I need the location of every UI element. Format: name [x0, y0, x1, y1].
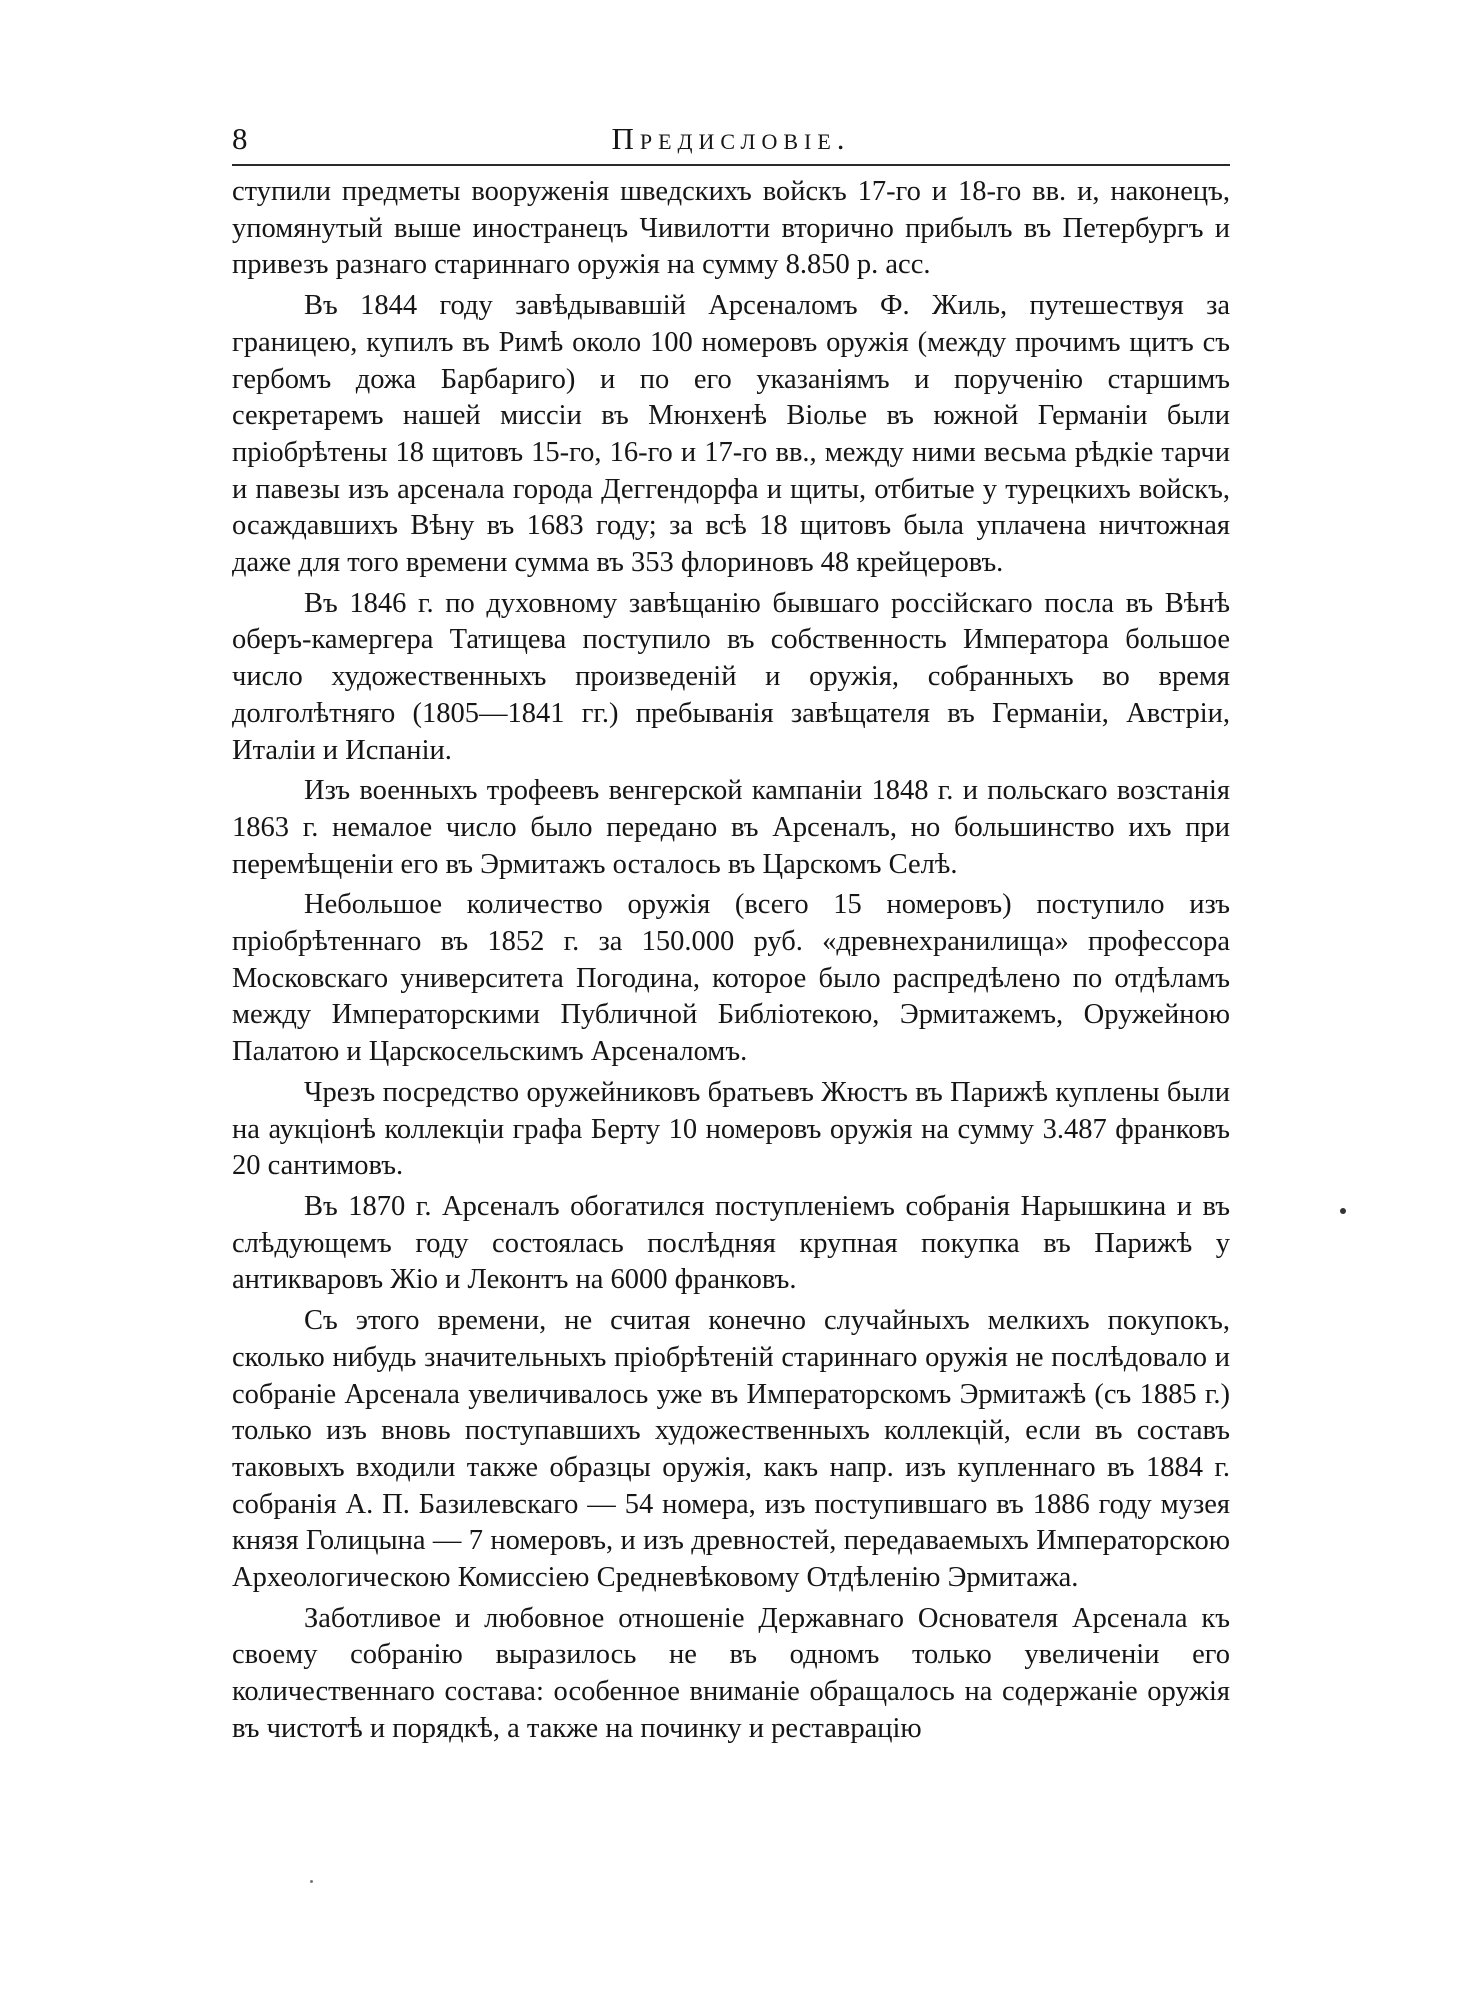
running-title: Предисловіе.: [611, 121, 851, 156]
running-head: [232, 118, 1230, 160]
paragraph-care-of-collection: Заботливое и любовное отношеніе Державнаго Основателя Арсенала къ своему собранію выразилось не въ одномъ только увеличеніи его количественнаго состава: особенное вниманіе обращалось на содержаніе оружія въ чистотѣ и порядкѣ, а также на починку и реставрацію: [232, 1602, 1230, 1744]
paragraph-later-acquisitions: Съ этого времени, не считая конечно случайныхъ мелкихъ покупокъ, сколько нибудь значительныхъ пріобрѣтеній стариннаго оружія не послѣдовало и собраніе Арсенала увеличивалось уже въ Императорскомъ Эрмитажѣ (съ 1885 г.) только изъ вновь поступавшихъ художественныхъ коллекцій, если въ составъ таковыхъ входили также образцы оружія, какъ напр. изъ купленнаго въ 1884 г. собранія А. П. Базилевскаго — 54 номера, изъ поступившаго въ 1886 году музея князя Голицына — 7 номеровъ, и изъ древностей, передаваемыхъ Императорскою Археологическою Комиссіею Средневѣковому Отдѣленію Эрмитажа.: [232, 1305, 1230, 1594]
body-text: [232, 174, 1230, 1748]
paragraph-continuation: ступили предметы вооруженія шведскихъ войскъ 17-го и 18-го вв. и, наконецъ, упомянутый выше иностранецъ Чивилотти вторично прибылъ въ Петербургъ и привезъ разнаго стариннаго оружія на сумму 8.850 р. асс.: [232, 176, 1230, 281]
paragraph-just-brothers: Чрезъ посредство оружейниковъ братьевъ Жюстъ въ Парижѣ куплены были на аукціонѣ коллекціи графа Берту 10 номеровъ оружія на сумму 3.487 франковъ 20 сантимовъ.: [232, 1076, 1230, 1182]
header-rule: [232, 164, 1230, 166]
paragraph-pogodin-collection: Небольшое количество оружія (всего 15 номеровъ) поступило изъ пріобрѣтеннаго въ 1852 г. за 150.000 руб. «древнехранилища» профессора Московскаго университета Погодина, которое было распредѣлено по отдѣламъ между Императорскими Публичной Библіотекою, Эрмитажемъ, Оружейною Палатою и Царскосельскимъ Арсеналомъ.: [232, 889, 1230, 1068]
scan-speck: [1340, 1208, 1346, 1214]
paragraph-war-trophies: Изъ военныхъ трофеевъ венгерской кампаніи 1848 г. и польскаго возстанія 1863 г. немалое число было передано въ Арсеналъ, но большинство ихъ при перемѣщеніи его въ Эрмитажъ осталось въ Царскомъ Селѣ.: [232, 775, 1230, 880]
paragraph-1870-naryshkin: Въ 1870 г. Арсеналъ обогатился поступленіемъ собранія Нарышкина и въ слѣдующемъ году состоялась послѣдняя крупная покупка въ Парижѣ у антикваровъ Жіо и Леконтъ на 6000 франковъ.: [232, 1190, 1230, 1296]
paragraph-1844-purchase: Въ 1844 году завѣдывавшій Арсеналомъ Ф. Жиль, путешествуя за границею, купилъ въ Римѣ около 100 номеровъ оружія (между прочимъ щитъ съ гербомъ дожа Барбариго) и по его указаніямъ и порученію старшимъ секретаремъ нашей миссіи въ Мюнхенѣ Віолье въ южной Германіи были пріобрѣтены 18 щитовъ 15-го, 16-го и 17-го вв., между ними весьма рѣдкіе тарчи и павезы изъ арсенала города Деггендорфа и щиты, отбитые у турецкихъ войскъ, осаждавшихъ Вѣну въ 1683 году; за всѣ 18 щитовъ была уплачена ничтожная даже для того времени сумма въ 353 флориновъ 48 крейцеровъ.: [232, 290, 1230, 579]
scan-speck: [310, 1880, 313, 1883]
paragraph-1846-tatishchev: Въ 1846 г. по духовному завѣщанію бывшаго россійскаго посла въ Вѣнѣ оберъ-камергера Татищева поступило въ собственность Императора большое число художественныхъ произведеній и оружія, собранныхъ во время долголѣтняго (1805—1841 гг.) пребыванія завѣщателя въ Германіи, Австріи, Италіи и Испаніи.: [232, 587, 1230, 766]
page-number: 8: [232, 121, 248, 156]
book-page: [232, 118, 1230, 1752]
